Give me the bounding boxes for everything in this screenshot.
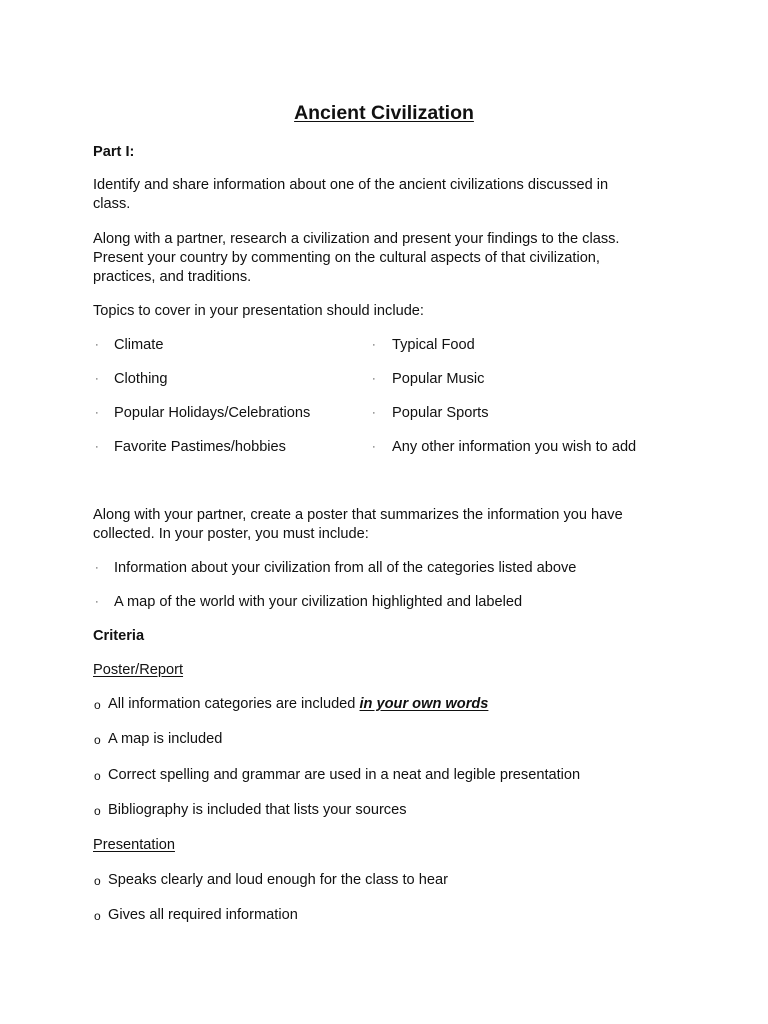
criteria-item: Gives all required information — [108, 907, 298, 923]
criteria-item: Correct spelling and grammar are used in a neat and legible presentation — [108, 767, 581, 783]
criteria-item — [108, 695, 488, 715]
research-line-2: Present your country by commenting on the cultural aspects of that civilization, — [93, 250, 600, 266]
research-line-3: practices, and traditions. — [93, 269, 252, 285]
intro-line-2: class. — [93, 196, 131, 212]
document-title: Ancient Civilization — [294, 102, 474, 124]
circle-bullet-icon: o — [94, 874, 101, 888]
circle-bullet-icon: o — [94, 698, 101, 712]
research-line-1: Along with a partner, research a civilization and present your findings to the class. — [93, 231, 620, 247]
circle-bullet-icon: o — [94, 909, 101, 923]
bullet-icon: · — [95, 441, 99, 453]
circle-bullet-icon: o — [94, 804, 101, 818]
topic-item: Any other information you wish to add — [392, 439, 637, 455]
bullet-icon: · — [95, 596, 99, 608]
part-heading: Part I: — [93, 144, 135, 160]
poster-item: Information about your civilization from all of the categories listed above — [114, 560, 577, 576]
criteria-heading: Criteria — [93, 628, 145, 644]
topics-intro: Topics to cover in your presentation should include: — [93, 303, 424, 319]
circle-bullet-icon: o — [94, 769, 101, 783]
topic-item: Climate — [114, 337, 164, 353]
topic-item: Popular Music — [392, 371, 485, 387]
criteria-item-text: All information categories are included — [108, 696, 360, 712]
topic-item: Typical Food — [392, 337, 475, 353]
intro-line-1: Identify and share information about one of the ancient civilizations discussed in — [93, 177, 609, 193]
criteria-item: A map is included — [108, 731, 223, 747]
bullet-icon: · — [372, 407, 376, 419]
presentation-heading: Presentation — [93, 837, 175, 853]
poster-item: A map of the world with your civilization highlighted and labeled — [114, 594, 523, 610]
poster-intro-line-1: Along with your partner, create a poster that summarizes the information you have — [93, 507, 623, 523]
bullet-icon: · — [372, 441, 376, 453]
own-words-emphasis: in your own words — [359, 696, 489, 712]
bullet-icon: · — [95, 562, 99, 574]
bullet-icon: · — [372, 339, 376, 351]
topic-item: Clothing — [114, 371, 168, 387]
topic-item: Popular Holidays/Celebrations — [114, 405, 311, 421]
topic-item: Favorite Pastimes/hobbies — [114, 439, 286, 455]
criteria-item: Bibliography is included that lists your sources — [108, 802, 407, 818]
bullet-icon: · — [95, 373, 99, 385]
bullet-icon: · — [95, 407, 99, 419]
bullet-icon: · — [372, 373, 376, 385]
criteria-item: Speaks clearly and loud enough for the class to hear — [108, 872, 448, 888]
topic-item: Popular Sports — [392, 405, 489, 421]
poster-intro-line-2: collected. In your poster, you must include: — [93, 526, 369, 542]
poster-report-heading: Poster/Report — [93, 662, 184, 678]
circle-bullet-icon: o — [94, 733, 101, 747]
bullet-icon: · — [95, 339, 99, 351]
